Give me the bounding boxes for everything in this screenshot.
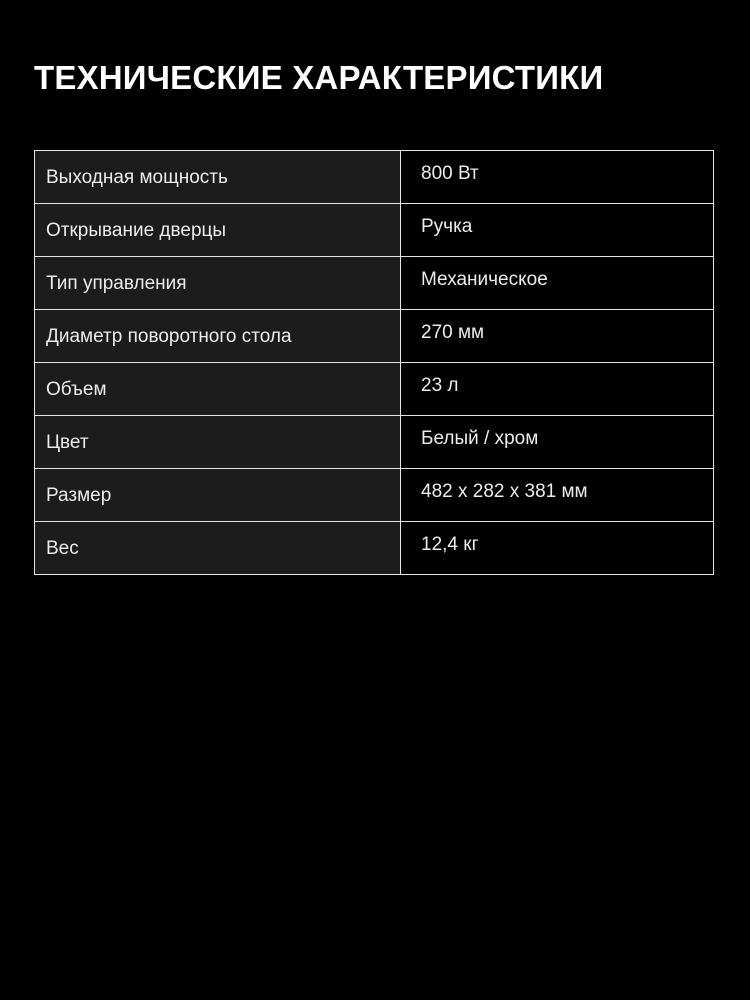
spec-value-cell xyxy=(401,310,714,363)
page-title: ТЕХНИЧЕСКИЕ ХАРАКТЕРИСТИКИ xyxy=(34,59,604,96)
spec-value-cell xyxy=(401,151,714,204)
spec-label-cell xyxy=(35,522,401,575)
spec-label-cell xyxy=(35,151,401,204)
spec-label: Размер xyxy=(46,485,112,506)
spec-row-control-type xyxy=(35,257,714,310)
spec-value: 12,4 кг xyxy=(421,534,479,555)
spec-label-cell xyxy=(35,204,401,257)
spec-value-cell xyxy=(401,257,714,310)
spec-label-cell xyxy=(35,310,401,363)
spec-label: Диаметр поворотного стола xyxy=(46,326,292,347)
spec-label: Вес xyxy=(46,538,79,559)
spec-row-output-power xyxy=(35,151,714,204)
spec-label-cell xyxy=(35,363,401,416)
spec-value-cell xyxy=(401,416,714,469)
spec-label: Объем xyxy=(46,379,107,400)
spec-row-door-opening xyxy=(35,204,714,257)
spec-row-volume xyxy=(35,363,714,416)
spec-value: 23 л xyxy=(421,375,459,396)
spec-label: Тип управления xyxy=(46,273,187,294)
spec-value: 800 Вт xyxy=(421,163,479,184)
specifications-table xyxy=(34,150,714,575)
spec-row-color xyxy=(35,416,714,469)
spec-value-cell xyxy=(401,469,714,522)
spec-label: Цвет xyxy=(46,432,89,453)
spec-row-weight xyxy=(35,522,714,575)
spec-value: 270 мм xyxy=(421,322,485,343)
spec-value-cell xyxy=(401,363,714,416)
spec-value: 482 x 282 x 381 мм xyxy=(421,481,588,502)
spec-value: Белый / хром xyxy=(421,428,539,449)
spec-row-turntable-diameter xyxy=(35,310,714,363)
spec-value-cell xyxy=(401,204,714,257)
spec-label-cell xyxy=(35,416,401,469)
spec-label-cell xyxy=(35,257,401,310)
spec-row-size xyxy=(35,469,714,522)
spec-label: Выходная мощность xyxy=(46,167,228,188)
spec-value-cell xyxy=(401,522,714,575)
spec-label: Открывание дверцы xyxy=(46,220,227,241)
spec-value: Механическое xyxy=(421,269,548,290)
spec-label-cell xyxy=(35,469,401,522)
spec-value: Ручка xyxy=(421,216,473,237)
